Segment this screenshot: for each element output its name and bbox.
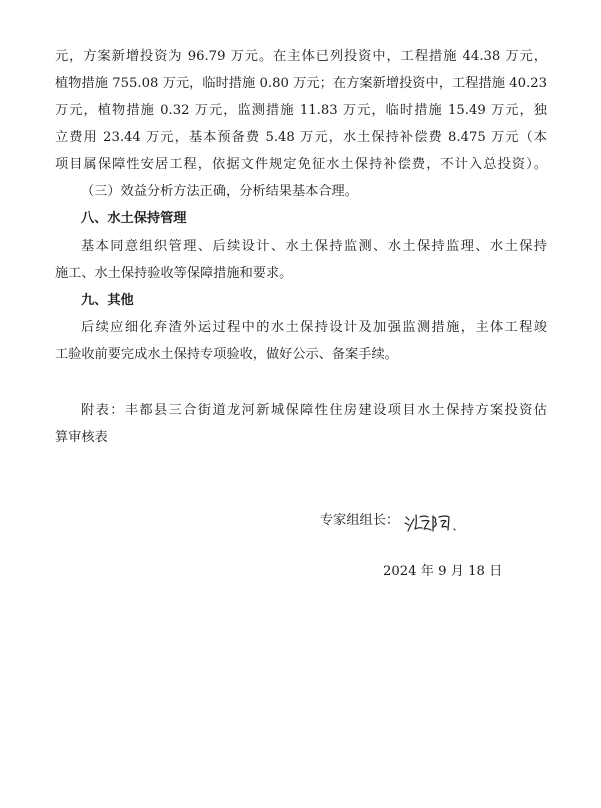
appendix-line-1: 附表：丰都县三合街道龙河新城保障性住房建设项目水土保持方案投资估 (81, 403, 547, 418)
section-9-heading: 九、其他 (81, 293, 134, 308)
section-8-line-2: 施工、水土保持验收等保障措施和要求。 (55, 266, 293, 281)
section-8-heading: 八、水土保持管理 (81, 211, 187, 226)
section-9-line-2: 工验收前要完成水土保持专项验收，做好公示、备案手续。 (55, 347, 398, 362)
body-line-1: 元，方案新增投资为 96.79 万元。在主体已列投资中，工程措施 44.38 万元， (55, 49, 547, 64)
body-line-2: 植物措施 755.08 万元，临时措施 0.80 万元；在方案新增投资中，工程措施 40.23 (55, 76, 547, 91)
signature-label: 专家组组长： (320, 513, 400, 528)
body-line-4: 立费用 23.44 万元，基本预备费 5.48 万元，水土保持补偿费 8.475 万元（本 (55, 130, 547, 145)
signature-row (320, 509, 520, 535)
body-line-5: 项目属保障性安居工程，依据文件规定免征水土保持补偿费，不计入总投资）。 (55, 157, 547, 172)
section-8-line-1: 基本同意组织管理、后续设计、水土保持监测、水土保持监理、水土保持 (81, 239, 547, 254)
benefit-analysis-paragraph: （三）效益分析方法正确，分析结果基本合理。 (81, 184, 358, 199)
handwritten-signature (402, 509, 464, 535)
document-date: 2024 年 9 月 18 日 (383, 564, 503, 579)
section-9-line-1: 后续应细化弃渣外运过程中的水土保持设计及加强监测措施，主体工程竣 (81, 320, 547, 335)
body-line-3: 万元，植物措施 0.32 万元，监测措施 11.83 万元，临时措施 15.49 万元，独 (55, 103, 547, 118)
appendix-line-2: 算审核表 (55, 430, 108, 445)
